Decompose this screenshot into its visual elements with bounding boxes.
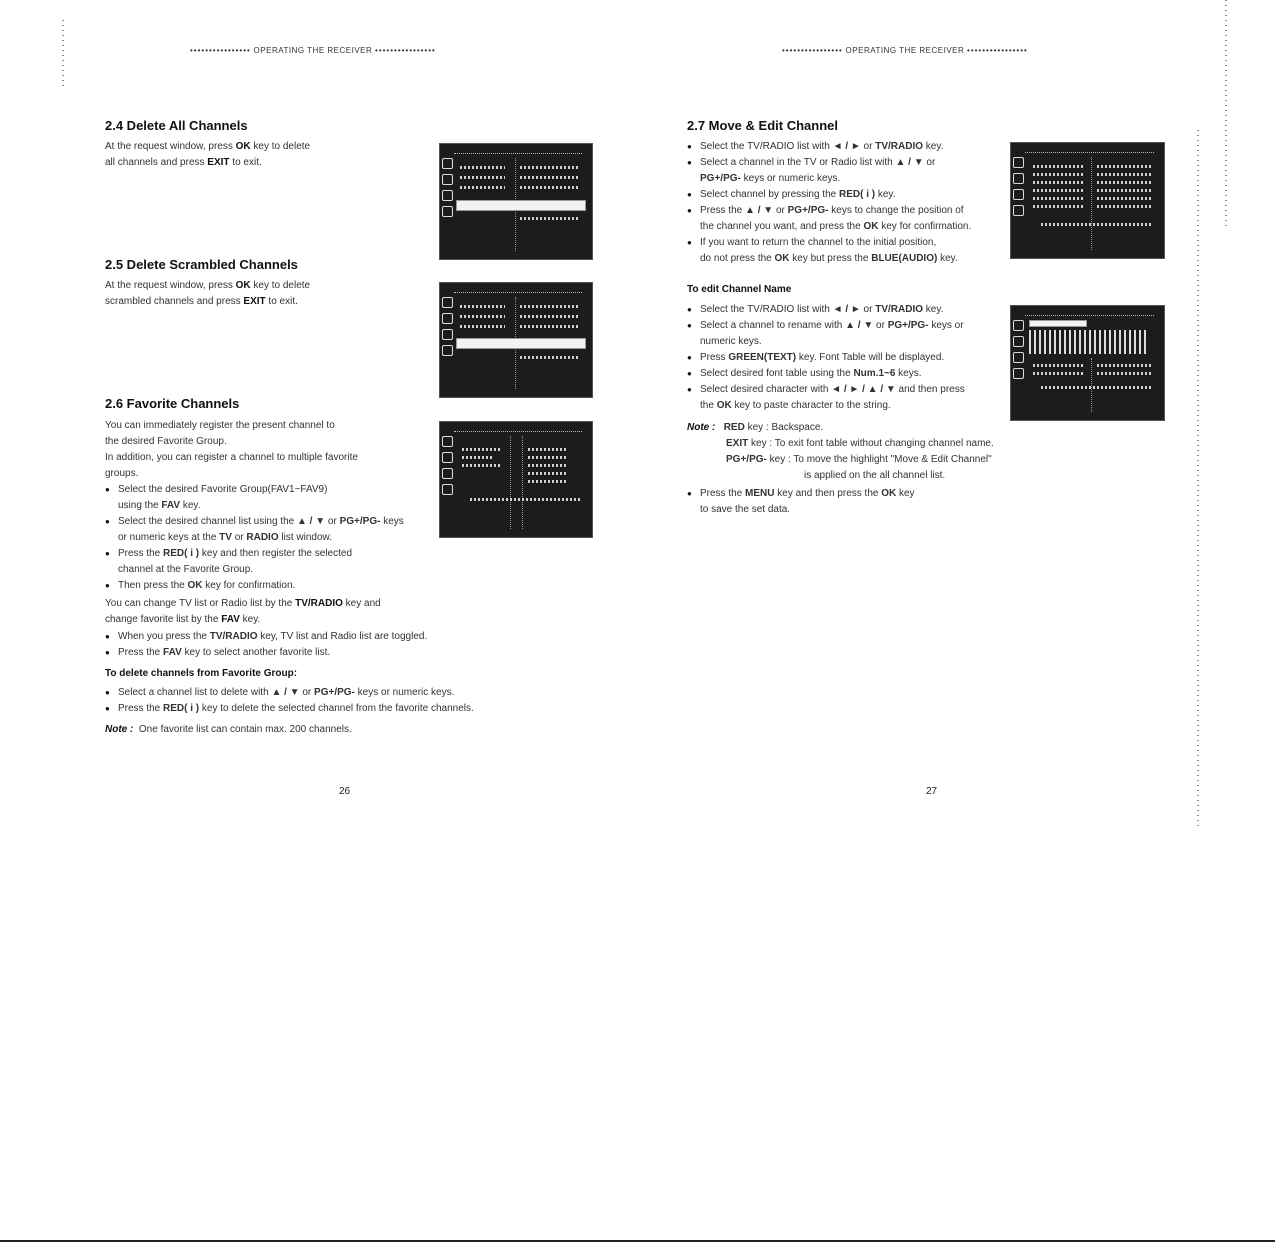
list-item: ● Select the TV/RADIO list with ◄ / ► or TV/RADIO key. xyxy=(687,139,1017,155)
list-item: ● Select a channel in the TV or Radio list with ▲ / ▼ or PG+/PG- keys or numeric keys. xyxy=(687,155,1017,187)
screenshot-move-edit xyxy=(1010,142,1165,259)
section-text-2-4: At the request window, press OK key to delete all channels and press EXIT to exit. xyxy=(105,141,311,168)
list-item: ● Select channel by pressing the RED( i ) key. xyxy=(687,187,1017,203)
edit-name-note: Note : RED key : Backspace. EXIT key : To exit font table without changing channel name. PG+/PG- key : To move the highlight "Move & Edit Channel" is applied on the all channel list. xyxy=(687,422,994,481)
running-header-right: •••••••••••••••• OPERATING THE RECEIVER •••••••••••••••• xyxy=(782,46,1028,55)
section-text-2-5: At the request window, press OK key to delete scrambled channels and press EXIT to exit. xyxy=(105,280,311,307)
move-edit-steps xyxy=(687,139,1017,267)
list-item: ● Select desired font table using the Num.1~6 keys. xyxy=(687,366,1017,382)
bottom-rule xyxy=(0,1240,1275,1242)
section-title-2-6: 2.6 Favorite Channels xyxy=(105,396,240,411)
list-item: ● Select a channel to rename with ▲ / ▼ or PG+/PG- keys or numeric keys. xyxy=(687,318,1017,350)
page-number-left: 26 xyxy=(339,786,351,797)
favorite-intro: You can immediately register the present channel to the desired Favorite Group. In addition, you can register a channel to multiple favorite groups. xyxy=(105,420,358,479)
list-item: ● When you press the TV/RADIO key, TV list and Radio list are toggled. xyxy=(105,629,505,645)
screenshot-delete-all xyxy=(439,143,593,260)
page-number-right: 27 xyxy=(926,786,938,797)
favorite-toggle-steps xyxy=(105,629,505,661)
list-item: ● Press the ▲ / ▼ or PG+/PG- keys to change the position of the channel you want, and press the OK key for confirmation. xyxy=(687,203,1017,235)
favorite-toggle-text: You can change TV list or Radio list by the TV/RADIO key and change favorite list by the FAV key. xyxy=(105,598,381,625)
list-item: ● Press the RED( i ) key and then register the selected channel at the Favorite Group. xyxy=(105,546,445,578)
save-steps xyxy=(687,486,1017,518)
screenshot-favorite-channels xyxy=(439,421,593,538)
list-item: ● If you want to return the channel to the initial position, do not press the OK key but press the BLUE(AUDIO) key. xyxy=(687,235,1017,267)
favorite-steps xyxy=(105,482,445,594)
section-title-2-5: 2.5 Delete Scrambled Channels xyxy=(105,257,298,272)
list-item: ● Select desired character with ◄ / ► / ▲ / ▼ and then press the OK key to paste character to the string. xyxy=(687,382,1017,414)
delete-favorite-subheading: To delete channels from Favorite Group: xyxy=(105,668,298,679)
list-item: ● Select the desired Favorite Group(FAV1~FAV9) using the FAV key. xyxy=(105,482,445,514)
list-item: ● Select a channel list to delete with ▲ / ▼ or PG+/PG- keys or numeric keys. xyxy=(105,685,545,701)
page-27 xyxy=(637,0,1275,1240)
scan-artifact-edge xyxy=(1225,0,1227,230)
list-item: ● Select the TV/RADIO list with ◄ / ► or TV/RADIO key. xyxy=(687,302,1017,318)
list-item: ● Then press the OK key for confirmation. xyxy=(105,578,445,594)
screenshot-delete-scrambled xyxy=(439,282,593,398)
running-header-left: •••••••••••••••• OPERATING THE RECEIVER •••••••••••••••• xyxy=(190,46,436,55)
delete-favorite-steps xyxy=(105,685,545,717)
list-item: ● Select the desired channel list using the ▲ / ▼ or PG+/PG- keys or numeric keys at the TV or RADIO list window. xyxy=(105,514,445,546)
screenshot-edit-name xyxy=(1010,305,1165,421)
scan-artifact-right xyxy=(1197,130,1199,830)
favorite-note: Note : One favorite list can contain max. 200 channels. xyxy=(105,724,352,735)
edit-name-subheading: To edit Channel Name xyxy=(687,284,792,295)
page-26 xyxy=(0,0,637,1240)
section-title-2-7: 2.7 Move & Edit Channel xyxy=(687,118,838,133)
header-text: OPERATING THE RECEIVER xyxy=(253,46,373,55)
edit-name-steps xyxy=(687,302,1017,414)
list-item: ● Press the RED( i ) key to delete the selected channel from the favorite channels. xyxy=(105,701,545,717)
section-title-2-4: 2.4 Delete All Channels xyxy=(105,118,248,133)
header-text: OPERATING THE RECEIVER xyxy=(845,46,965,55)
list-item: ● Press the MENU key and then press the OK key to save the set data. xyxy=(687,486,1017,518)
scan-artifact-left xyxy=(62,20,64,90)
list-item: ● Press the FAV key to select another favorite list. xyxy=(105,645,505,661)
list-item: ● Press GREEN(TEXT) key. Font Table will be displayed. xyxy=(687,350,1017,366)
